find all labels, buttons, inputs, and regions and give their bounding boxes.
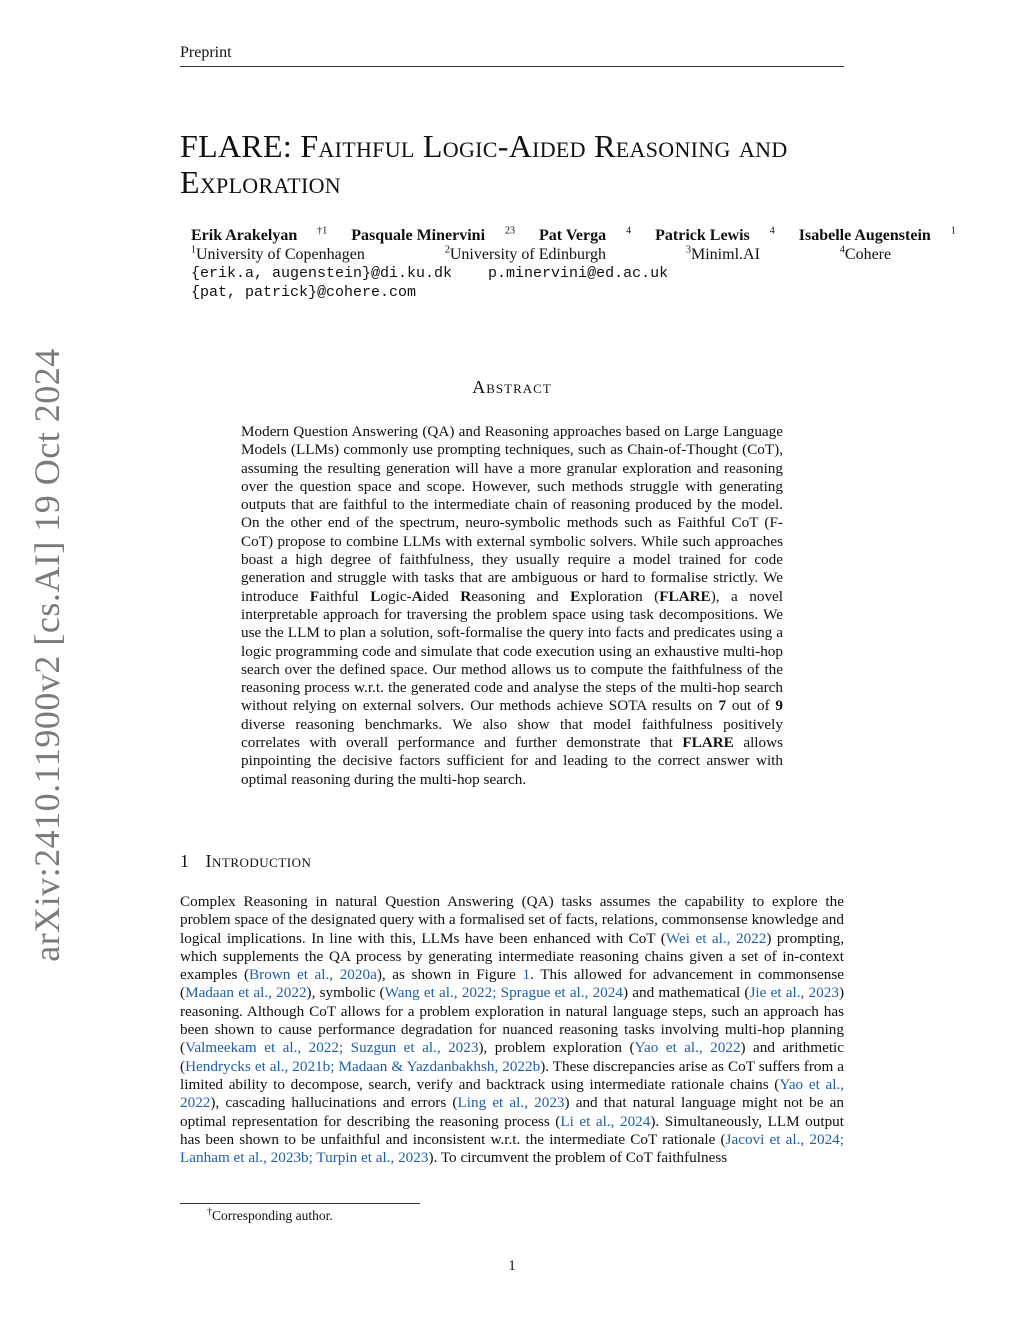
author: Pat Verga $^4$: [539, 225, 632, 244]
intro-text: ) and arithmetic (: [180, 1039, 844, 1075]
citation-link[interactable]: Jie et al., 2023: [749, 984, 839, 1002]
citation-link[interactable]: Li et al., 2024: [560, 1112, 651, 1130]
intro-text: ) reasoning. Although CoT allows for a problem exploration in natural language steps, such an approach has been shown to cause performance degradation for nuanced reasoning tasks involving multi-hop planning (: [180, 984, 844, 1057]
footnote-rule: [180, 1203, 420, 1204]
section-title: Introduction: [205, 851, 312, 871]
author: Isabelle Augenstein $^1$: [798, 225, 956, 244]
intro-text: . This allowed for advancement in commonsense (: [180, 966, 845, 1002]
running-head-text: Preprint: [180, 44, 232, 61]
citation-link[interactable]: Ling et al., 2023: [457, 1094, 565, 1112]
email-cohere: {pat, patrick}@cohere.com: [191, 284, 417, 301]
method-acronym: FLARE: [659, 587, 711, 605]
affiliation: $^1$University of Copenhagen: [191, 244, 365, 263]
intro-text: ), symbolic (: [306, 984, 385, 1002]
email-edinburgh: p.minervini@ed.ac.uk: [488, 265, 669, 282]
citation-link[interactable]: Wei et al., 2022: [665, 929, 767, 947]
intro-text: ). These discrepancies arise as CoT suffers from a limited ability to decompose, search, verify and backtrack using intermediate rationale chains (: [180, 1057, 845, 1093]
footnote: †Corresponding author.: [207, 1206, 333, 1223]
citation-link[interactable]: 1: [522, 966, 531, 984]
abstract-body: Modern Question Answering (QA) and Reasoning approaches based on Large Language Models (LLMs) commonly use prompting techniques, such as Chain-of-Thought (CoT), assuming the resulting generation will have a more granular exploration and reasoning over the question space and scope. However, such methods struggle with generating outputs that are faithful to the intermediate chain of reasoning produced by the model. On the other end of the spectrum, neuro-symbolic methods such as Faithful CoT (F-CoT) propose to combine LLMs with external symbolic solvers. While such approaches boast a high degree of faithfulness, they usually require a model trained for code generation and struggle with tasks that are ambiguous or hard to formalise strictly. We introduce Faithful Logic-Aided Reasoning and Exploration (FLARE), a novel interpretable approach for traversing the problem space using task decompositions. We use the LLM to plan a solution, soft-formalise the query into facts and predicates using a logic programming code and simulate that code execution using an exhaustive multi-hop search over the defined space. Our method allows us to compute the faithfulness of the reasoning process w.r.t. the generated code and analyse the steps of the multi-hop search without relying on external solvers. Our methods achieve SOTA results on 7 out of 9 diverse reasoning benchmarks. We also show that model faithfulness positively correlates with overall performance and further demonstrate that FLARE allows pinpointing the decisive factors sufficient for and leading to the correct answer with optimal reasoning during the multi-hop search.: [241, 423, 784, 788]
author-block: [191, 225, 956, 302]
abstract-heading: Abstract: [472, 377, 552, 397]
email-copenhagen: {erik.a, augenstein}@di.ku.dk: [191, 265, 453, 282]
citation-link[interactable]: Brown et al., 2020a: [249, 966, 377, 984]
affiliation: $^2$University of Edinburgh: [444, 244, 606, 263]
citation-link[interactable]: Yao et al., 2022: [634, 1039, 741, 1057]
running-header: [180, 43, 844, 67]
citation-link[interactable]: Hendrycks et al., 2021b; Madaan & Yazdanbakhsh, 2022b: [185, 1057, 541, 1075]
method-name: Faithful Logic-Aided Reasoning and Exploration: [309, 587, 643, 605]
intro-text: ), as shown in Figure: [376, 966, 523, 984]
author: Pasquale Minervini $^{23}$: [351, 225, 516, 244]
intro-text: Complex Reasoning in natural Question Answering (QA) tasks assumes the capability to explore the problem space of the designated query with a formalised set of facts, relations, commonsense knowledge and logical implications. In line with this, LLMs have been enhanced with CoT (: [180, 893, 844, 947]
email-line: [191, 264, 891, 283]
intro-text: ), problem exploration (: [478, 1039, 635, 1057]
citation-link[interactable]: Wang et al., 2022; Sprague et al., 2024: [384, 984, 623, 1002]
affiliation: $^4$Cohere: [839, 244, 892, 263]
intro-text: ). To circumvent the problem of CoT faithfulness: [428, 1149, 728, 1167]
introduction-body: [180, 893, 844, 1167]
intro-text: ). Simultaneously, LLM output has been shown to be unfaithful and inconsistent w.r.t. the intermediate CoT rationale (: [180, 1112, 844, 1148]
affiliation: $^3$Miniml.AI: [686, 244, 760, 263]
citation-link[interactable]: Yao et al., 2022: [180, 1075, 845, 1112]
paper-title: FLARE: Faithful Logic-Aided Reasoning and Exploration: [180, 128, 788, 200]
page-number: 1: [508, 1258, 516, 1274]
citation-link[interactable]: Valmeekam et al., 2022; Suzgun et al., 2023: [185, 1039, 479, 1057]
intro-text: ) and mathematical (: [622, 984, 750, 1002]
intro-text: ), cascading hallucinations and errors (: [210, 1094, 458, 1112]
intro-text: ) prompting, which supplements the QA process by generating intermediate reasoning chains given a set of in-context examples (: [180, 929, 844, 984]
citation-link[interactable]: Madaan et al., 2022: [185, 984, 307, 1002]
affiliation-list: [191, 245, 891, 264]
author: Patrick Lewis $^4$: [655, 225, 775, 244]
intro-text: ) and that natural language might not be an optimal representation for describing the reasoning process (: [180, 1094, 844, 1130]
section-number: 1: [180, 851, 190, 871]
author-list: [191, 225, 956, 245]
section-heading-introduction: [180, 851, 311, 872]
arxiv-sidebar-stamp: arXiv:2410.11900v2 [cs.AI] 19 Oct 2024: [27, 348, 67, 962]
citation-link[interactable]: Jacovi et al., 2024; Lanham et al., 2023b; Turpin et al., 2023: [180, 1130, 844, 1167]
author: Erik Arakelyan $^{\dagger 1}$: [191, 225, 328, 244]
